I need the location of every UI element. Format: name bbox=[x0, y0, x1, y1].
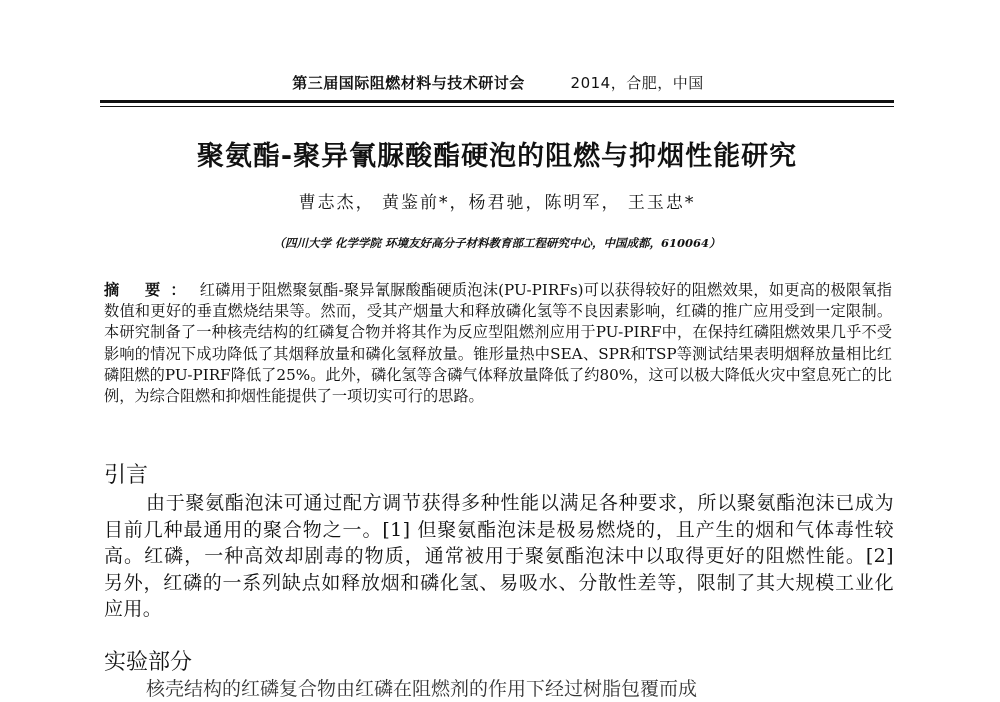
header-rule-thick bbox=[100, 100, 894, 103]
intro-paragraph: 由于聚氨酯泡沫可通过配方调节获得多种性能以满足各种要求，所以聚氨酯泡沫已成为目前几种最通用的聚合物之一。[1] 但聚氨酯泡沫是极易燃烧的，且产生的烟和气体毒性较高。红磷，一种高效却剧毒的物质，通常被用于聚氨酯泡沫中以取得更好的阻燃性能。[2] 另外，红磷的一系列缺点如释放烟和磷化氢、易吸水、分散性差等，限制了其大规模工业化应用。 bbox=[104, 492, 894, 620]
abstract bbox=[104, 280, 892, 407]
section-heading-intro: 引言 bbox=[104, 463, 149, 488]
author-list: 曹志杰， 黄鉴前*，杨君驰，陈明军， 王玉忠* bbox=[298, 193, 696, 213]
affiliation: （四川大学 化学学院 环境友好高分子材料教育部工程研究中心，中国成都，610064） bbox=[273, 236, 721, 250]
conference-name: 第三届国际阻燃材料与技术研讨会 bbox=[292, 74, 525, 92]
abstract-label: 摘 要： bbox=[104, 281, 196, 299]
conference-header bbox=[104, 72, 892, 93]
experimental-partial-line: 核壳结构的红磷复合物由红磷在阻燃剂的作用下经过树脂包覆而成 bbox=[146, 678, 698, 700]
header-rule-thin bbox=[100, 106, 894, 107]
conference-date-place: 2014，合肥，中国 bbox=[570, 74, 704, 92]
paper-title: 聚氨酯-聚异氰脲酸酯硬泡的阻燃与抑烟性能研究 bbox=[196, 141, 798, 172]
abstract-text: 红磷用于阻燃聚氨酯-聚异氰脲酸酯硬质泡沫(PU-PIRFs)可以获得较好的阻燃效果，如更高的极限氧指数值和更好的垂直燃烧结果等。然而，受其产烟量大和释放磷化氢等不良因素影响，红磷的推广应用受到一定限制。本研究制备了一种核壳结构的红磷复合物并将其作为反应型阻燃剂应用于PU-PIRF中，在保持红磷阻燃效果几乎不受影响的情况下成功降低了其烟释放量和磷化氢释放量。锥形量热中SEA、SPR和TSP等测试结果表明烟释放量相比红磷阻燃的PU-PIRF降低了25%。此外，磷化氢等含磷气体释放量降低了约80%，这可以极大降低火灾中窒息死亡的比例，为综合阻燃和抑烟性能提供了一项切实可行的思路。 bbox=[104, 281, 892, 406]
section-heading-experimental: 实验部分 bbox=[104, 650, 193, 675]
